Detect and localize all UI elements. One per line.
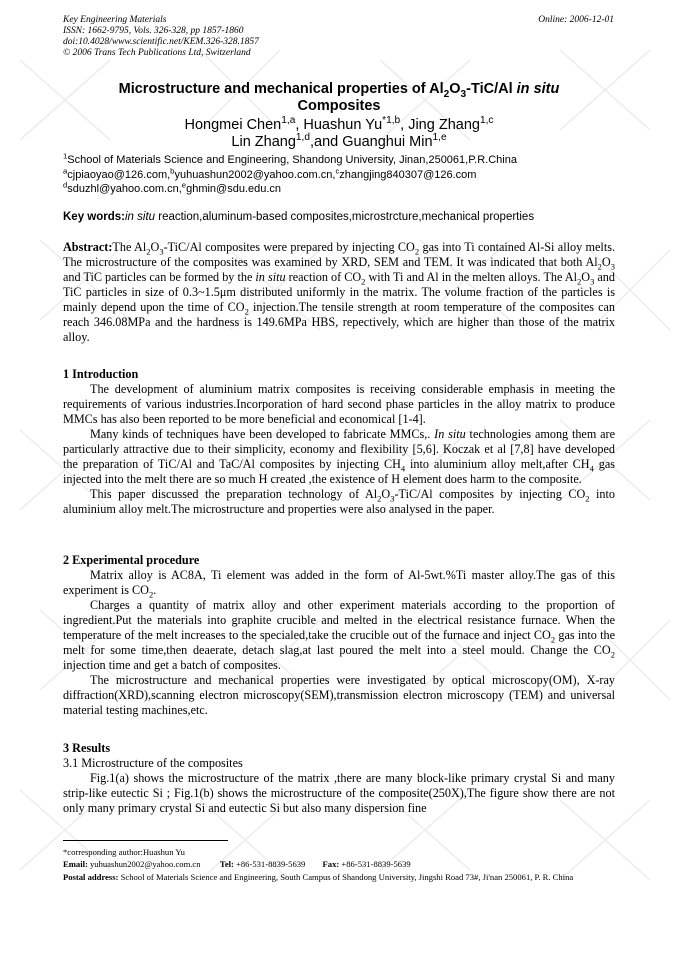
corresponding-author: *corresponding author:Huashun Yu <box>63 847 185 857</box>
section-heading: 1 Introduction <box>63 367 139 381</box>
footnote-label: Email: <box>63 859 88 870</box>
keywords <box>63 211 534 223</box>
abstract-text: -TiC/Al composites were prepared by injecting CO <box>163 240 415 254</box>
subscript: 2 <box>148 589 154 600</box>
footnote-rule <box>63 840 228 841</box>
footnote <box>63 846 615 883</box>
abstract-text: The Al <box>112 240 147 254</box>
subscript: 2 <box>361 276 366 287</box>
abstract-text: O <box>581 270 591 284</box>
subscript: 2 <box>585 493 590 504</box>
keywords-text: reaction,aluminum-based composites,microstrcture,mechanical properties <box>155 211 535 223</box>
journal-issn: ISSN: 1662-9795, Vols. 326-328, pp 1857-1860 <box>63 26 244 36</box>
subscript: 2 <box>244 306 249 317</box>
abstract-text: gas into Ti contained Al-Si alloy melts. The microstructure of the composites was examined by XRD, SEM and TEM. It was indicated that both Al <box>63 240 615 269</box>
paragraph-text: -TiC/Al composites by injecting CO <box>394 487 586 501</box>
abstract-text: O <box>150 240 160 254</box>
subscript: 3 <box>390 493 395 504</box>
email-line <box>63 182 517 197</box>
author-name: ,and Guanghui Min <box>309 134 433 150</box>
journal-copyright: © 2006 Trans Tech Publications Ltd, Switzerland <box>63 48 251 58</box>
keywords-italic: in situ <box>125 211 156 223</box>
paragraph-text: gas injected into the melt there are so much H created ,the existence of H element does harm to the composite. <box>63 457 615 486</box>
introduction-section <box>63 367 615 517</box>
affil-sup: d <box>63 180 68 190</box>
paragraph-text: Matrix alloy is AC8A, Ti element was added in the form of Al-5wt.%Ti master alloy.The gas of this experiment is CO <box>63 568 615 597</box>
journal-name: Key Engineering Materials <box>63 15 167 25</box>
abstract-text: O <box>601 255 611 269</box>
abstract-text: reaction of CO <box>285 270 362 284</box>
affil-text: School of Materials Science and Engineering, Shandong University, Jinan,250061,P.R.China <box>67 154 517 166</box>
email-link[interactable]: sduzhl@yahoo.com.cn, <box>67 183 182 195</box>
experimental-section <box>63 553 615 718</box>
author-name: , Jing Zhang <box>400 117 480 133</box>
abstract-text: injection.The tensile strength at room temperature of the composites can reach 346.08MPa and the hardness is 149.6MPa HBS, repectively, which are higher than those of the matrix alloy. <box>63 300 615 344</box>
section-heading: 2 Experimental procedure <box>63 553 200 567</box>
online-date: Online: 2006-12-01 <box>538 15 614 25</box>
subscript: 2 <box>597 261 602 272</box>
subscript: 3 <box>590 276 595 287</box>
title-text: -TiC/Al <box>466 81 517 97</box>
paragraph <box>63 487 615 517</box>
paragraph <box>63 568 615 598</box>
paragraph-text: Many kinds of techniques have been developed to fabricate MMCs,. <box>90 427 435 441</box>
paragraph-text: . <box>153 583 157 597</box>
paragraph: Fig.1(a) shows the microstructure of the matrix ,there are many block-like primary crystal Si and many strip-like eutectic Si ; Fig.1(b) shows the microstructure of the composite(250X),The figure show there are not only many primary crystal Si and eutectic Si but also many dispersion fine <box>63 771 615 815</box>
abstract-text: and TiC particles in size of 0.3~1.5μm distributed uniformly in the matrix. The volume fraction of the particles is mainly depend upon the time of CO <box>63 270 615 314</box>
section-heading: 3 Results <box>63 741 111 755</box>
postal-address <box>63 871 615 883</box>
author-name: Lin Zhang <box>231 134 296 150</box>
paragraph: The microstructure and mechanical properties were investigated by optical microscopy(OM), X-ray diffraction(XRD),scanning electron microscopy(SEM),transmission electron microscopy (TEM) and universal material testing machines,etc. <box>63 673 615 717</box>
footnote-label: Fax: <box>322 859 340 870</box>
journal-doi: doi:10.4028/www.scientific.net/KEM.326-328.1857 <box>63 37 259 47</box>
abstract-label: Abstract: <box>63 240 113 254</box>
affil-sup: c <box>335 165 340 175</box>
paragraph-text: into aluminium alloy melt.The microstructure and properties were also analysed in the paper. <box>63 487 615 516</box>
footnote-value: School of Materials Science and Engineering, South Campus of Shandong University, Jingshi Road 73#, Ji'nan 250061, P. R. China <box>118 871 574 882</box>
paragraph-text: Charges a quantity of matrix alloy and other experiment materials according to the proportion of ingredient.Put the materials into graphite crucible and melted in the electrical resistance furnace. When the temperature of the melt increases to the specialed,take the crucible out of the furnace and inject CO <box>63 598 615 642</box>
paragraph-text: into aluminium alloy melt,after CH <box>405 457 590 471</box>
abstract-text: with Ti and Al in the melten alloys. The Al <box>365 270 577 284</box>
paragraph-text: injection time and get a batch of composites. <box>63 658 281 672</box>
results-section <box>63 741 615 816</box>
email-link[interactable]: zhangjing840307@126.com <box>339 168 477 181</box>
paragraph-text: O <box>381 487 391 501</box>
abstract-text: and TiC particles can be formed by the <box>63 270 256 284</box>
paragraph-text: gas into the melt for some time,then deaerate, detach slag,at last poured the melt into a steel mould. Change the CO <box>63 628 615 657</box>
affil-sup: e <box>181 180 187 190</box>
paragraph-italic: In situ <box>434 427 466 441</box>
subscript: 2 <box>377 493 382 504</box>
journal-header <box>63 15 259 59</box>
footnote-value: +86-531-8839-5639 <box>339 859 411 870</box>
author-list <box>63 117 615 151</box>
author-sup: *1,b <box>382 115 401 127</box>
author-name: Hongmei Chen <box>184 117 282 133</box>
author-sup: 1,e <box>432 132 447 144</box>
title-line2: Composites <box>297 98 381 114</box>
email-link[interactable]: ghmin@sdu.edu.cn <box>186 183 282 195</box>
title-italic: in situ <box>516 81 560 97</box>
subscript: 2 <box>146 246 151 257</box>
affil-sup: a <box>63 165 68 175</box>
title-text: O <box>449 81 461 97</box>
keywords-label: Key words: <box>63 211 125 223</box>
email-line <box>63 165 517 183</box>
subscript: 2 <box>414 246 420 257</box>
paragraph: The development of aluminium matrix composites is receiving considerable emphasis in meeting the requirements of various industries.Incorporation of hard second phase particles in the alloy matrix to produce MMCs has also been reported to be more beneficial and economical [1-4]. <box>63 382 615 426</box>
subscript: 2 <box>576 276 582 287</box>
paper-title <box>63 81 615 115</box>
affiliation <box>63 153 517 197</box>
paragraph-text: This paper discussed the preparation technology of Al <box>90 487 378 501</box>
abstract <box>63 240 615 345</box>
contact-line <box>63 858 615 870</box>
author-name: , Huashun Yu <box>295 117 383 133</box>
subscript: 4 <box>400 463 406 474</box>
email-link[interactable]: cjpiaoyao@126.com, <box>67 168 171 181</box>
subscript: 4 <box>589 463 594 474</box>
footnote-label: Tel: <box>219 859 234 870</box>
author-sup: 1,d <box>295 132 310 144</box>
email-link[interactable]: yuhuashun2002@yahoo.com.cn, <box>174 168 336 181</box>
subscript: 3 <box>610 261 615 272</box>
title-subscript: 2 <box>443 88 450 100</box>
author-sup: 1,c <box>479 115 494 127</box>
subsection-heading: 3.1 Microstructure of the composites <box>63 756 243 770</box>
paragraph <box>63 598 615 673</box>
subscript: 3 <box>159 246 164 257</box>
affil-sup: 1 <box>63 151 68 161</box>
subscript: 2 <box>550 634 556 645</box>
title-text: Microstructure and mechanical properties of Al <box>118 81 444 97</box>
affiliation-line <box>63 153 517 168</box>
footnote-value: +86-531-8839-5639 <box>233 859 306 870</box>
abstract-italic: in situ <box>255 270 286 284</box>
footnote-label: Postal address: <box>63 871 119 882</box>
affil-sup: b <box>170 165 175 175</box>
paragraph <box>63 427 615 487</box>
email-link[interactable]: yuhuashun2002@yahoo.com.cn <box>87 859 201 870</box>
title-subscript: 3 <box>460 88 467 100</box>
author-sup: 1,a <box>281 115 296 127</box>
subscript: 2 <box>610 649 615 660</box>
paragraph-text: technologies among them are particularly attractive due to their simplicity, economy and flexibility [5,6]. Koczak et al [7,8] have developed the preparation of TiC/Al and TaC/Al composites by injecting CH <box>63 427 616 471</box>
